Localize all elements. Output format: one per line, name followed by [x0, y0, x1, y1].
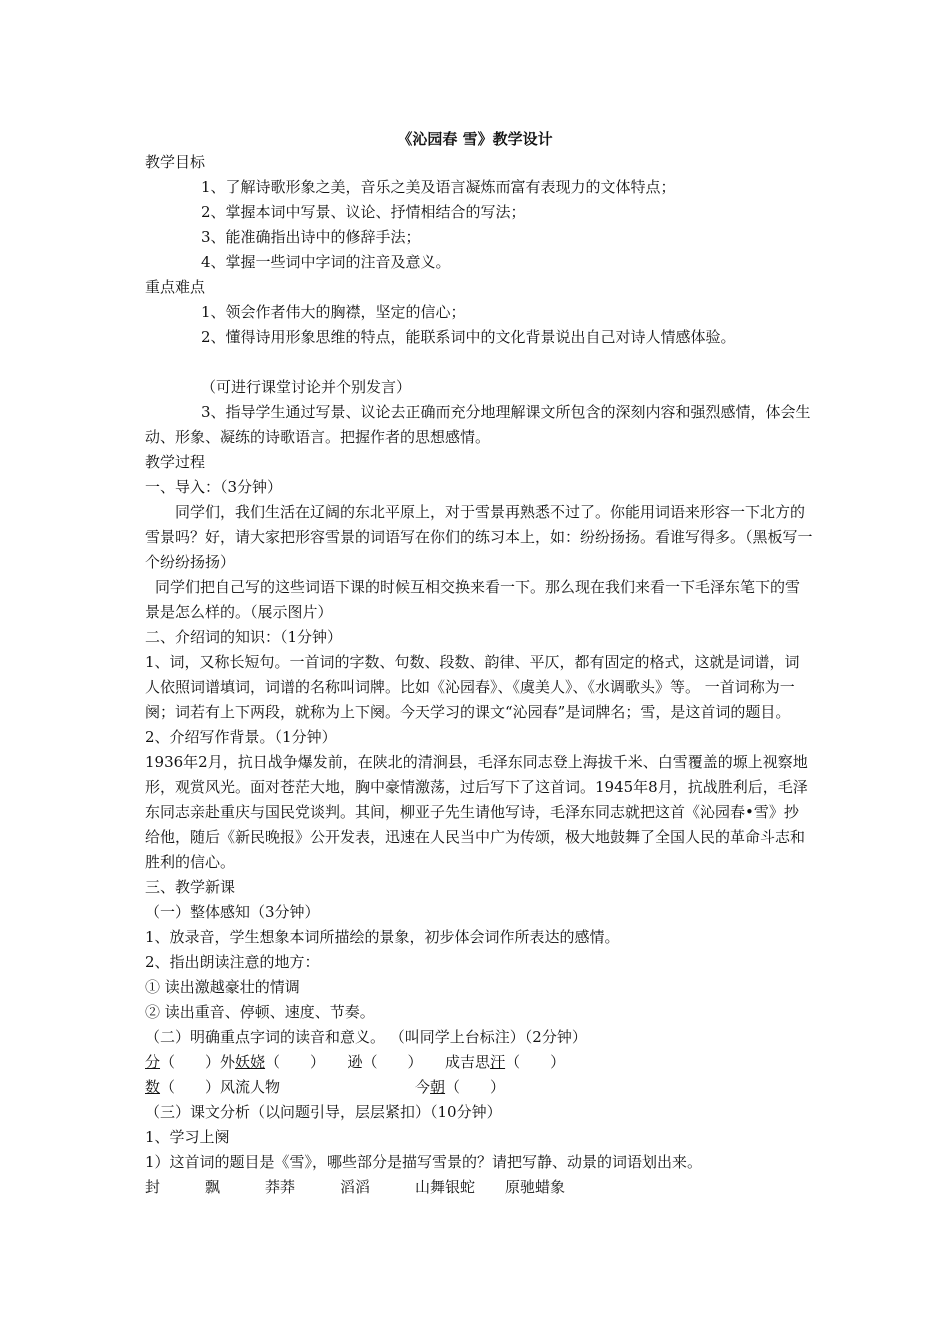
part1-item: ① 读出激越豪壮的情调 — [145, 978, 300, 996]
document-body — [145, 150, 813, 1200]
vocab-word: 汗 — [490, 1053, 506, 1071]
key-point-item: 2、懂得诗用形象思维的特点，能联系词中的文化背景说出自己对诗人情感体验。 — [201, 328, 736, 346]
vocab-row — [145, 1075, 813, 1100]
new-lesson-heading: 三、教学新课 — [145, 878, 236, 896]
goal-item: 1、了解诗歌形象之美，音乐之美及语言凝炼而富有表现力的文体特点； — [201, 178, 676, 196]
part2-heading: （二）明确重点字词的读音和意义。 （叫同学上台标注）（2分钟） — [145, 1028, 587, 1046]
background-heading: 2、介绍写作背景。（1分钟） — [145, 728, 337, 746]
study-heading: 1、学习上阕 — [145, 1128, 230, 1146]
process-heading: 教学过程 — [145, 453, 206, 471]
part3-heading: （三）课文分析（以问题引导，层层紧扣）（10分钟） — [145, 1103, 502, 1121]
part1-heading: （一）整体感知（3分钟） — [145, 903, 320, 921]
intro-heading: 一、导入：（3分钟） — [145, 478, 283, 496]
key-heading: 重点难点 — [145, 278, 206, 296]
goal-item: 4、掌握一些词中字词的注音及意义。 — [201, 253, 451, 271]
vocab-blank: （ ） — [445, 1078, 506, 1096]
vocab-blank: （ ）外 — [160, 1053, 236, 1071]
vocab-blank: （ ）风流人物 今 — [160, 1078, 431, 1096]
vocab-blank: （ ） 逊（ ） 成吉思 — [265, 1053, 491, 1071]
key-point-item: 3、指导学生通过写景、议论去正确而充分地理解课文所包含的深刻内容和强烈感情，体会生动、形象、凝练的诗歌语言。把握作者的思想感情。 — [145, 403, 811, 446]
document-title: 《沁园春 雪》教学设计 — [397, 130, 553, 148]
ci-heading: 二、介绍词的知识：（1分钟） — [145, 628, 343, 646]
vocab-word: 分 — [145, 1053, 161, 1071]
intro-paragraph: 同学们，我们生活在辽阔的东北平原上，对于雪景再熟悉不过了。你能用词语来形容一下北方的雪景吗？好，请大家把形容雪景的词语写在你们的练习本上，如：纷纷扬扬。看谁写得多。（黑板写一个纷纷扬扬） — [145, 503, 813, 571]
goal-item: 2、掌握本词中写景、议论、抒情相结合的写法； — [201, 203, 526, 221]
vocab-word: 妖娆 — [235, 1053, 266, 1071]
question-item: 1）这首词的题目是《雪》，哪些部分是描写雪景的？请把写静、动景的词语划出来。 — [145, 1153, 703, 1171]
goal-item: 3、能准确指出诗中的修辞手法； — [201, 228, 421, 246]
vocab-blank: （ ） — [505, 1053, 566, 1071]
part1-item: 2、指出朗读注意的地方： — [145, 953, 320, 971]
part1-item: 1、放录音，学生想象本词所描绘的景象，初步体会词作所表达的感情。 — [145, 928, 620, 946]
goals-heading: 教学目标 — [145, 153, 206, 171]
vocab-row — [145, 1050, 813, 1075]
background-paragraph: 1936年2月，抗日战争爆发前，在陕北的清涧县，毛泽东同志登上海拔千米、白雪覆盖的塬上视察地形，观赏风光。面对苍茫大地，胸中豪情激荡，过后写下了这首词。1945年8月，抗战胜利后，毛泽东同志亲赴重庆与国民党谈判。其间，柳亚子先生请他写诗，毛泽东同志就把这首《沁园春•雪》抄给他，随后《新民晚报》公开发表，迅速在人民当中广为传颂，极大地鼓舞了全国人民的革命斗志和胜利的信心。 — [145, 753, 808, 871]
intro-paragraph: 同学们把自己写的这些词语下课的时候互相交换来看一下。那么现在我们来看一下毛泽东笔下的雪景是怎么样的。（展示图片） — [145, 578, 801, 621]
blank-line — [145, 350, 813, 375]
vocab-word: 数 — [145, 1078, 161, 1096]
vocab-word: 朝 — [430, 1078, 446, 1096]
part1-item: ② 读出重音、停顿、速度、节奏。 — [145, 1003, 375, 1021]
discussion-note: （可进行课堂讨论并个别发言） — [201, 378, 412, 396]
key-point-item: 1、领会作者伟大的胸襟，坚定的信心； — [201, 303, 466, 321]
ci-paragraph: 1、词，又称长短句。一首词的字数、句数、段数、韵律、平仄，都有固定的格式，这就是词谱，词人依照词谱填词，词谱的名称叫词牌。比如《沁园春》、《虞美人》、《水调歌头》等。 一首词称为一阕；词若有上下两段，就称为上下阕。今天学习的课文“沁园春”是词牌名；雪，是这首词的题目。 — [145, 653, 800, 721]
scene-words: 封 飘 莽莽 滔滔 山舞银蛇 原驰蜡象 — [145, 1178, 566, 1196]
